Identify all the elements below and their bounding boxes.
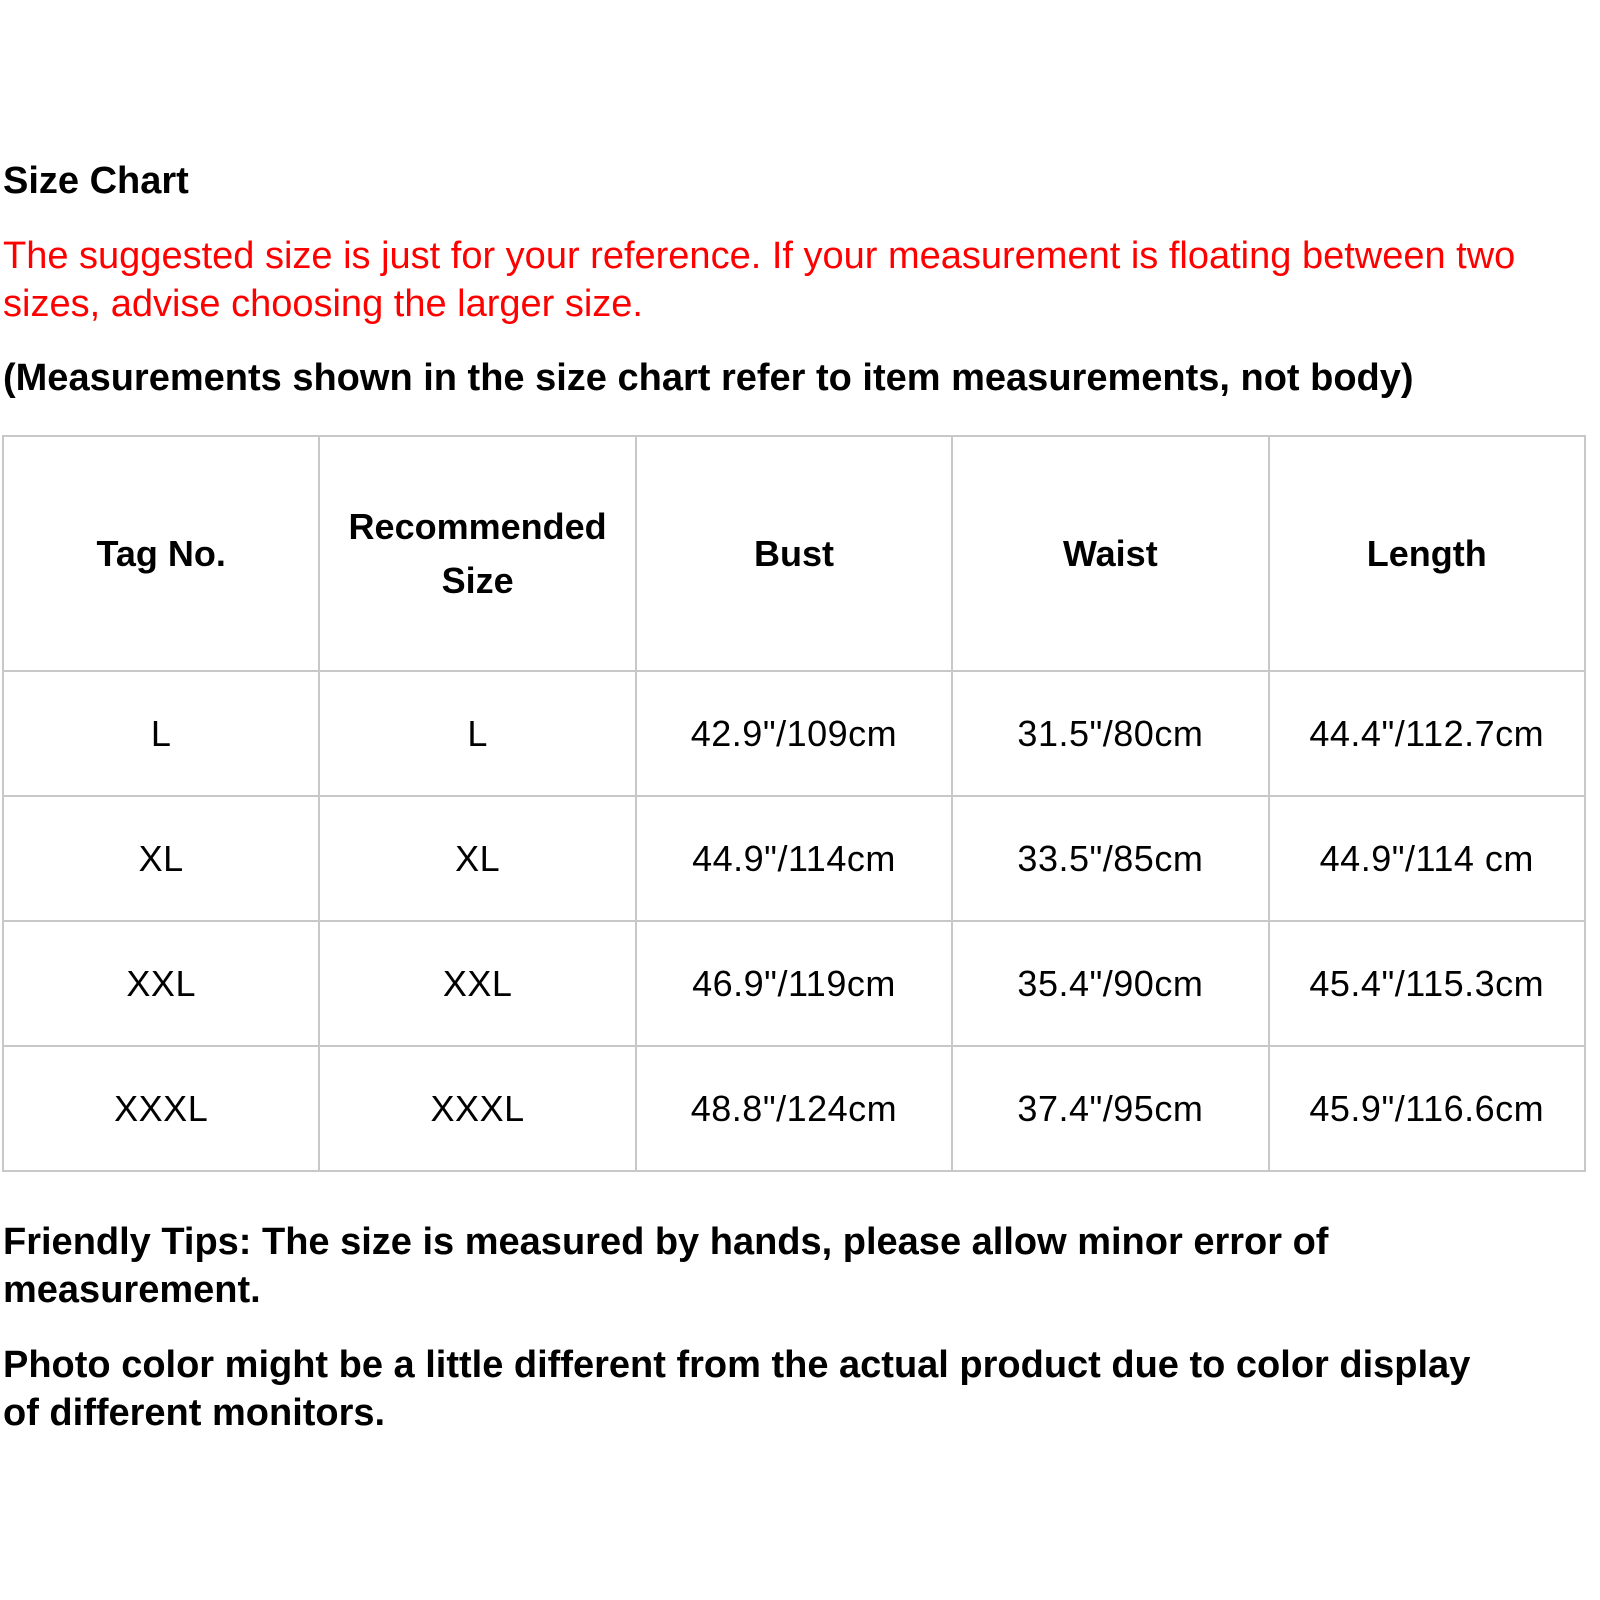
cell-bust: 42.9"/109cm [636, 671, 952, 796]
cell-tag: XL [3, 796, 319, 921]
cell-length: 44.4"/112.7cm [1269, 671, 1585, 796]
header-waist: Waist [952, 436, 1268, 671]
header-tag-no: Tag No. [3, 436, 319, 671]
size-chart-table [2, 435, 1586, 1172]
header-length: Length [1269, 436, 1585, 671]
cell-length: 45.9"/116.6cm [1269, 1046, 1585, 1171]
cell-recommended: L [319, 671, 635, 796]
cell-tag: L [3, 671, 319, 796]
cell-length: 45.4"/115.3cm [1269, 921, 1585, 1046]
header-recommended-line1: Recommended [348, 505, 607, 547]
size-advice-notice: The suggested size is just for your reference. If your measurement is floating between two sizes, advise choosing the larger size. [3, 235, 1516, 325]
header-recommended-line2: Size [441, 559, 514, 601]
table-row [3, 1046, 1585, 1171]
cell-waist: 31.5"/80cm [952, 671, 1268, 796]
friendly-tips: Friendly Tips: The size is measured by hands, please allow minor error of measurement. [3, 1221, 1329, 1311]
cell-recommended: XXXL [319, 1046, 635, 1171]
photo-color-note: Photo color might be a little different from the actual product due to color display of different monitors. [3, 1344, 1471, 1434]
cell-waist: 35.4"/90cm [952, 921, 1268, 1046]
cell-bust: 48.8"/124cm [636, 1046, 952, 1171]
table-row [3, 796, 1585, 921]
table-row [3, 921, 1585, 1046]
measurement-note: (Measurements shown in the size chart refer to item measurements, not body) [3, 357, 1414, 399]
cell-tag: XXXL [3, 1046, 319, 1171]
cell-recommended: XXL [319, 921, 635, 1046]
table-header-row [3, 436, 1585, 671]
cell-bust: 44.9"/114cm [636, 796, 952, 921]
cell-tag: XXL [3, 921, 319, 1046]
header-recommended-size [319, 436, 635, 671]
cell-recommended: XL [319, 796, 635, 921]
header-bust: Bust [636, 436, 952, 671]
page-title: Size Chart [3, 160, 189, 202]
cell-waist: 37.4"/95cm [952, 1046, 1268, 1171]
cell-bust: 46.9"/119cm [636, 921, 952, 1046]
table-row [3, 671, 1585, 796]
cell-length: 44.9"/114 cm [1269, 796, 1585, 921]
cell-waist: 33.5"/85cm [952, 796, 1268, 921]
